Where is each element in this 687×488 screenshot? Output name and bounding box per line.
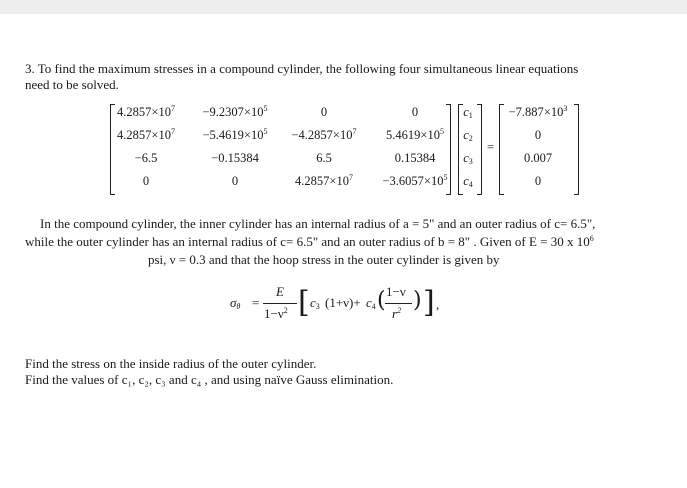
matrix-cell: $4.2857\times 10^7$ [117, 127, 175, 142]
formula-inner-fraction-line [385, 303, 412, 304]
rhs-right-bracket [574, 104, 579, 195]
hoop-stress-formula [230, 282, 450, 332]
matrix-cell: $5.4619\times 10^5$ [386, 127, 444, 142]
rhs-value: 0 [534, 174, 542, 188]
formula-middle: (1+ν)+ [325, 295, 361, 310]
vector-right-bracket [477, 104, 482, 195]
description-line3: psi, ν = 0.3 and that the hoop stress in the outer cylinder is given by [148, 252, 500, 267]
matrix-cell: 0 [411, 105, 419, 119]
matrix-cell: 0.15384 [394, 151, 436, 165]
formula-left-bracket: [ [298, 285, 310, 320]
unknown-c1: $c_1$ [463, 105, 473, 120]
matrix-cell: 0 [320, 105, 328, 119]
formula-denominator: $1-\nu^2$ [264, 306, 288, 321]
unknown-c2: $c_2$ [463, 128, 473, 143]
rhs-value: $-7.887\times 10^3$ [508, 104, 568, 119]
problem-intro-line2: need to be solved. [25, 77, 119, 92]
matrix-cell: 6.5 [316, 151, 332, 165]
formula-trailing-comma: , [436, 297, 440, 312]
formula-right-bracket: ] [423, 285, 435, 320]
formula-equals: = [252, 295, 260, 310]
matrix-cell: $-4.2857\times 10^7$ [291, 127, 357, 142]
problem-intro-line1: 3. To find the maximum stresses in a compound cylinder, the following four simultaneous linear equations [25, 61, 579, 76]
task-line1: Find the stress on the inside radius of the outer cylinder. [25, 356, 317, 371]
unknown-c3: $c_3$ [463, 151, 473, 166]
formula-inner-denominator: $r^2$ [392, 306, 402, 321]
unknown-c4: $c_4$ [463, 174, 473, 189]
matrix-cell: $-3.6057\times 10^5$ [382, 173, 448, 188]
rhs-value: 0 [534, 128, 542, 142]
equals-sign: = [487, 140, 495, 154]
formula-inner-numerator: 1−ν [386, 284, 406, 299]
formula-right-paren: ) [413, 288, 422, 313]
rhs-value: 0.007 [523, 151, 553, 165]
matrix-cell: $4.2857\times 10^7$ [117, 104, 175, 119]
top-bar [0, 0, 687, 14]
matrix-cell: −0.15384 [211, 151, 259, 165]
matrix-left-bracket [110, 104, 115, 195]
formula-fraction-line [263, 303, 297, 304]
matrix-cell: $-5.4619\times 10^5$ [202, 127, 268, 142]
description-line2: while the outer cylinder has an internal radius of c= 6.5" and an outer radius of b = 8" . Given of E = 30 x $10^6$ [25, 234, 594, 249]
formula-left-paren: ( [377, 288, 386, 313]
formula-c4-term: $c_4$ [366, 295, 376, 311]
matrix-cell: $-9.2307\times 10^5$ [202, 104, 268, 119]
matrix-cell: 0 [142, 174, 150, 188]
matrix-cell: $4.2857\times 10^7$ [295, 173, 353, 188]
matrix-cell: 0 [231, 174, 239, 188]
task-line2: Find the values of c₁, c₂, c₃ and c₄ , and using naïve Gauss elimination. [25, 372, 394, 387]
formula-c3-term: $c_3$ [310, 295, 320, 311]
formula-sigma: $\sigma_\theta$ [230, 295, 241, 311]
formula-numerator: E [276, 284, 284, 299]
description-line1: In the compound cylinder, the inner cylinder has an internal radius of a = 5" and an outer radius of c= 6.5", [40, 216, 596, 231]
matrix-cell: −6.5 [134, 151, 158, 165]
rhs-left-bracket [499, 104, 504, 195]
